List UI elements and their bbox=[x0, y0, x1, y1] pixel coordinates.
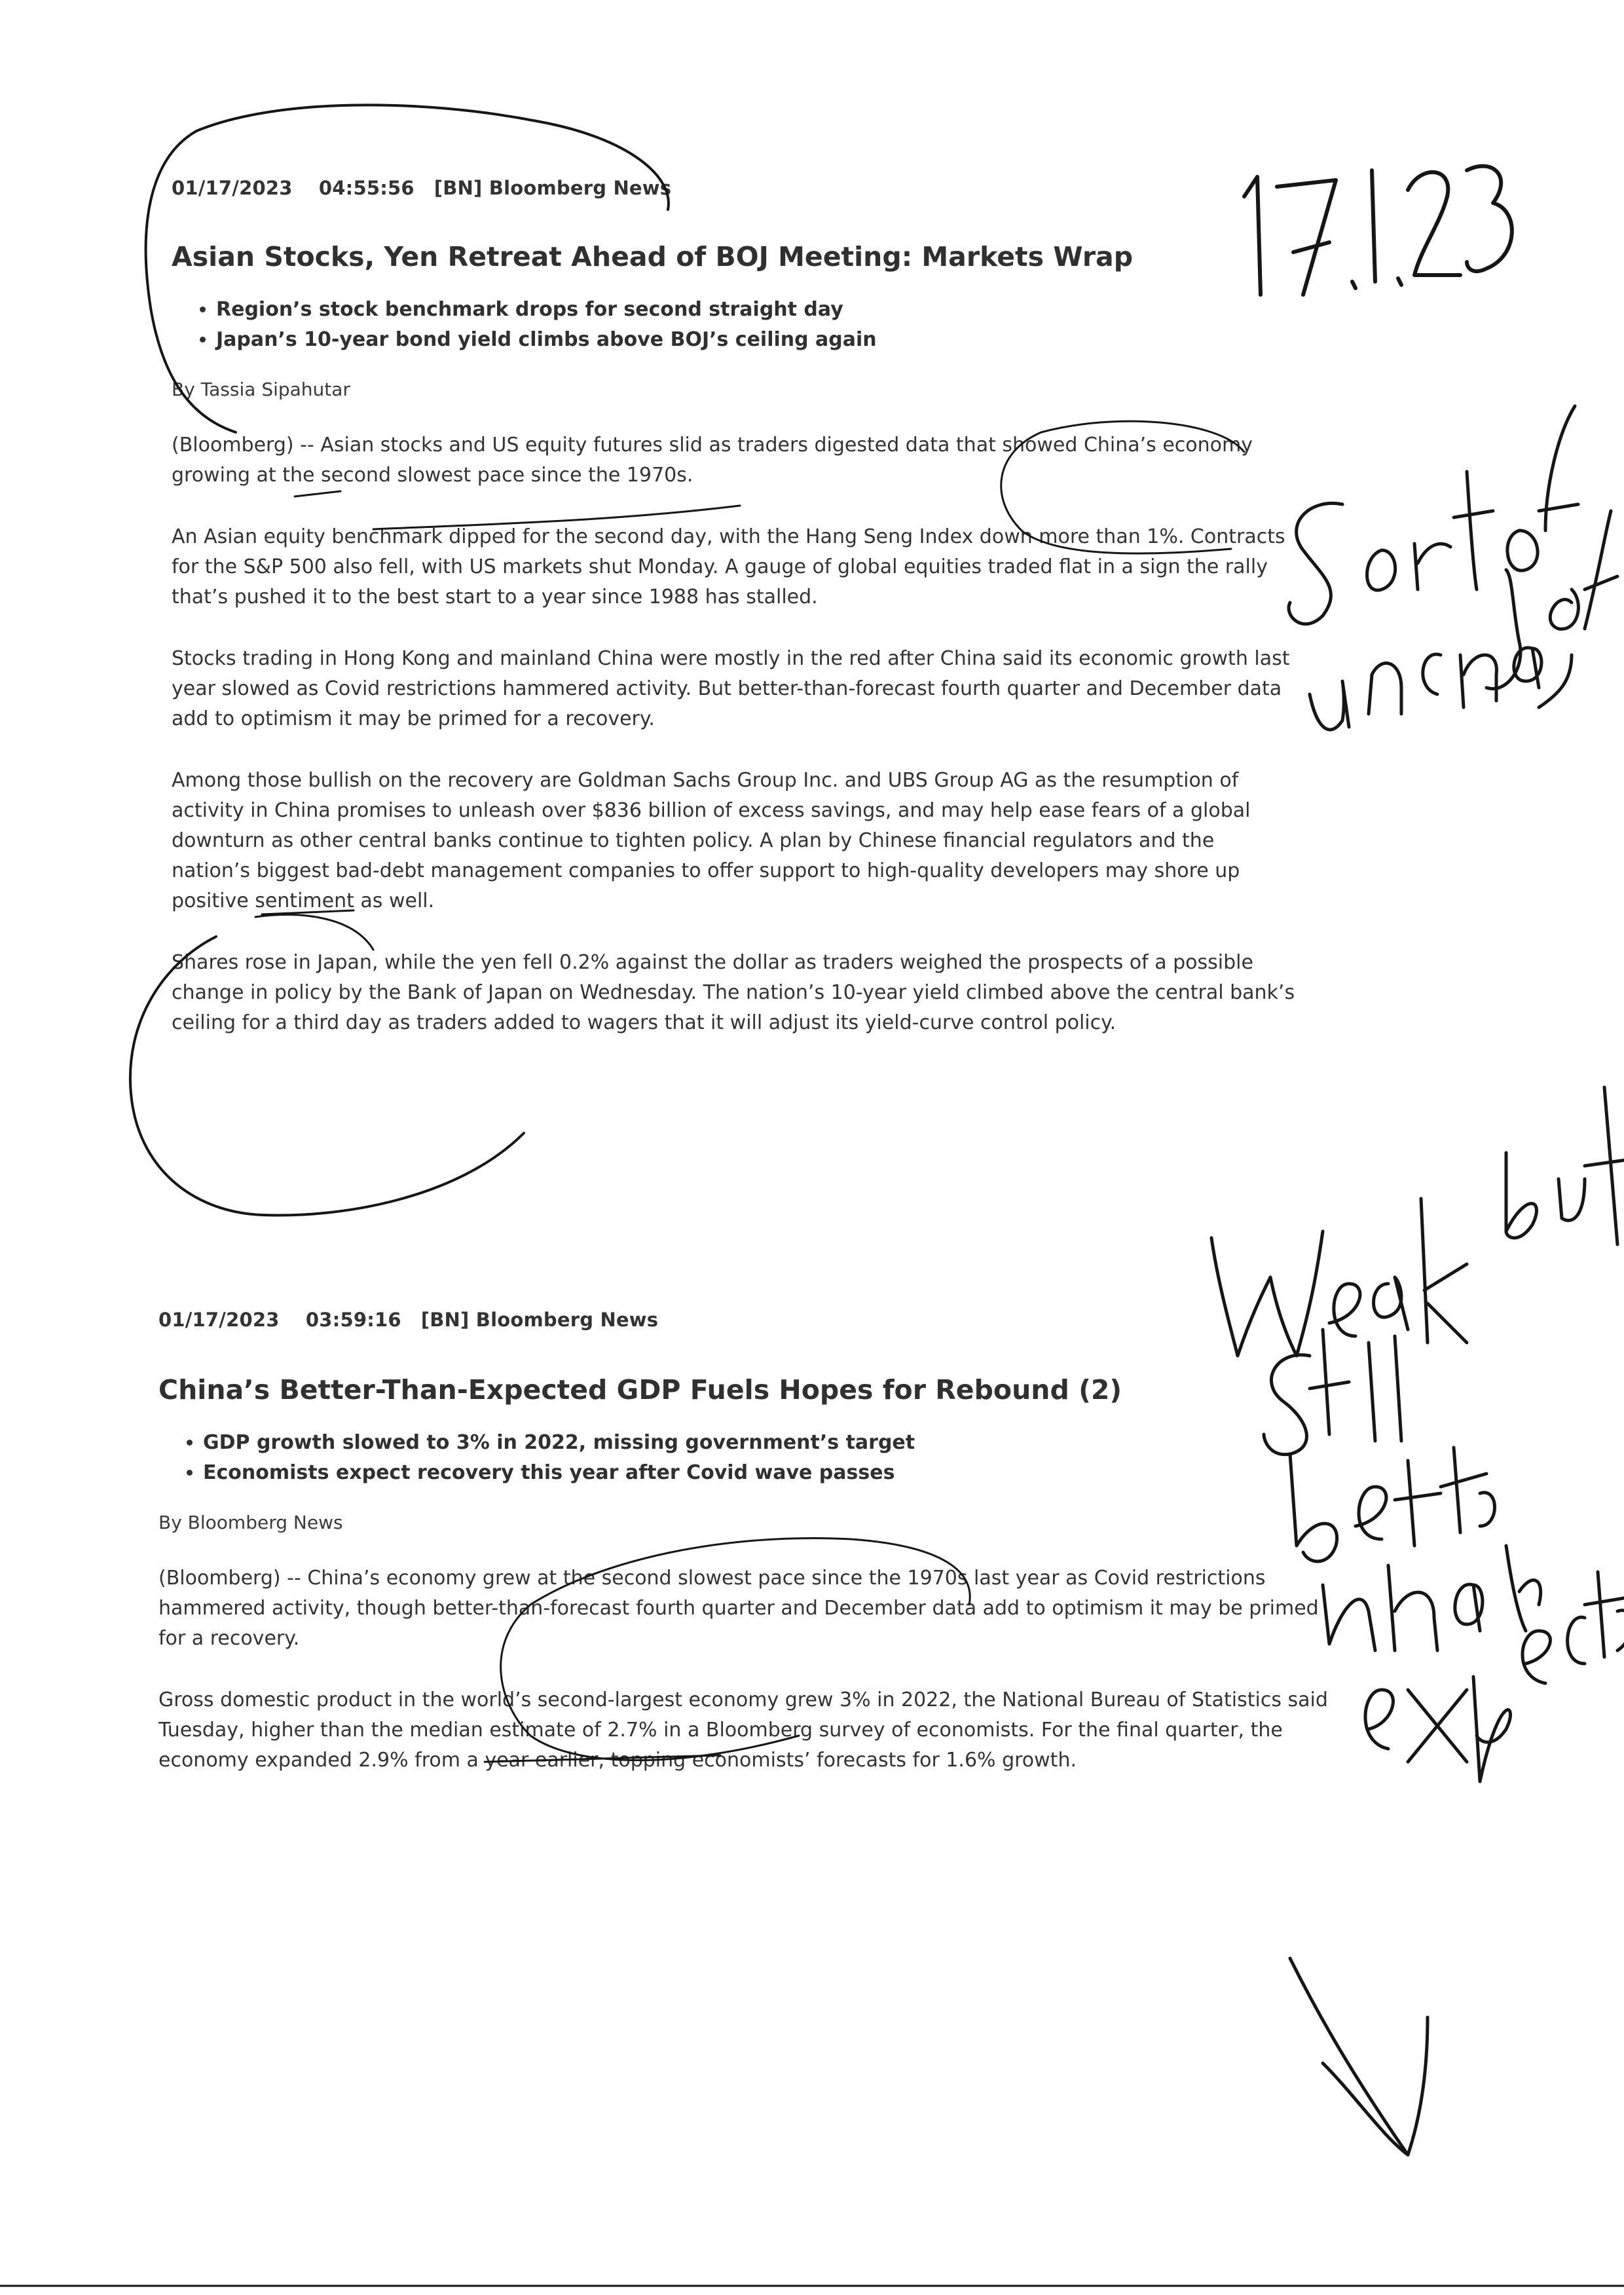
story-time: 03:59:16 bbox=[305, 1309, 401, 1331]
story-asian-stocks bbox=[172, 177, 1298, 1038]
story-paragraph: Gross domestic product in the world’s second-largest economy grew 3% in 2022, the National Bureau of Statistics said Tuesday, higher than the median estimate of 2.7% in a Bloomberg survey of economists. For the final quarter, the economy expanded 2.9% from a year earlier, topping economists’ forecasts for 1.6% growth. bbox=[158, 1689, 1328, 1772]
story-headline: China’s Better-Than-Expected GDP Fuels Hopes for Rebound (2) bbox=[158, 1374, 1122, 1406]
story-paragraph: Among those bullish on the recovery are Goldman Sachs Group Inc. and UBS Group AG as the resumption of activity in China promises to unleash over $836 billion of excess savings, and may help ease fears of a global downturn as other central banks continue to tighten policy. A plan by Chinese financial regulators and the nation’s biggest bad-debt management companies to offer support to high-quality developers may shore up positive sentiment as well. bbox=[172, 769, 1251, 912]
story-paragraph: An Asian equity benchmark dipped for the second day, with the Hang Seng Index down more than 1%. Contracts for the S&P 500 also fell, with US markets shut Monday. A gauge of global equities traded flat in a sign the rally that’s pushed it to the best start to a year since 1988 has stalled. bbox=[172, 525, 1285, 608]
story-date: 01/17/2023 bbox=[158, 1309, 280, 1331]
story-byline: By Bloomberg News bbox=[158, 1512, 343, 1533]
bullet-item: • Region’s stock benchmark drops for second straight day bbox=[216, 295, 1298, 325]
story-source: [BN] Bloomberg News bbox=[434, 177, 672, 199]
bullet-item: • Japan’s 10-year bond yield climbs above BOJ’s ceiling again bbox=[216, 325, 1298, 355]
ink-note-sort-of-unchanged bbox=[1289, 406, 1617, 730]
story-bullet-list bbox=[172, 295, 1298, 355]
story-time: 04:55:56 bbox=[318, 177, 415, 199]
arrow-down-icon bbox=[1290, 1958, 1428, 2155]
story-paragraph: Stocks trading in Hong Kong and mainland China were mostly in the red after China said its economic growth last year slowed as Covid restrictions hammered activity. But better-than-forecast fourth quarter and December data add to optimism it may be primed for a recovery. bbox=[172, 647, 1290, 730]
story-dateline bbox=[172, 177, 1298, 199]
story-headline: Asian Stocks, Yen Retreat Ahead of BOJ Meeting: Markets Wrap bbox=[172, 241, 1134, 272]
story-dateline bbox=[158, 1309, 1337, 1331]
story-source: [BN] Bloomberg News bbox=[420, 1309, 659, 1331]
bullet-item: • GDP growth slowed to 3% in 2022, missing government’s target bbox=[203, 1428, 1337, 1458]
story-byline: By Tassia Sipahutar bbox=[172, 379, 350, 400]
story-bullet-list bbox=[158, 1428, 1337, 1488]
story-paragraph: Shares rose in Japan, while the yen fell 0.2% against the dollar as traders weighed the prospects of a possible change in policy by the Bank of Japan on Wednesday. The nation’s 10-year yield climbed above the central bank’s ceiling for a third day as traders added to wagers that it will adjust its yield-curve control policy. bbox=[172, 951, 1295, 1034]
story-date: 01/17/2023 bbox=[172, 177, 293, 199]
story-china-gdp bbox=[158, 1309, 1337, 1776]
story-paragraph: (Bloomberg) -- Asian stocks and US equity futures slid as traders digested data that showed China’s economy growing at the second slowest pace since the 1970s. bbox=[172, 434, 1253, 487]
bullet-item: • Economists expect recovery this year after Covid wave passes bbox=[203, 1458, 1337, 1488]
story-paragraph: (Bloomberg) -- China’s economy grew at the second slowest pace since the 1970s last year as Covid restrictions hammered activity, though better-than-forecast fourth quarter and December data add to optimism it may be primed for a recovery. bbox=[158, 1567, 1319, 1650]
